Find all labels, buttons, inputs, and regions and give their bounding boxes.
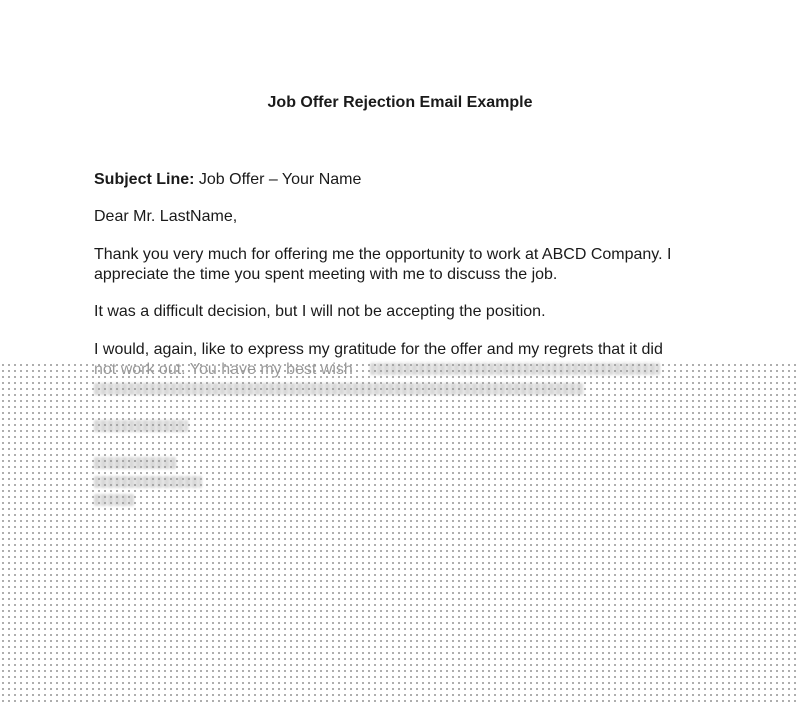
subject-value: Job Offer – Your Name [198,171,362,188]
subject-label: Subject Line: [94,171,195,188]
greeting: Dear Mr. LastName, [94,208,238,225]
paragraph-3-line-1: I would, again, like to express my gratitude for the offer and my regrets that it did [94,341,663,358]
document-title: Job Offer Rejection Email Example [267,94,533,111]
paragraph-2: It was a difficult decision, but I will not be accepting the position. [94,303,546,320]
paragraph-1 [94,245,734,285]
paragraph-1-line-1: Thank you very much for offering me the opportunity to work at ABCD Company. I [94,246,672,263]
paragraph-1-line-2: appreciate the time you spent meeting with me to discuss the job. [94,266,558,283]
dotted-fade-overlay [0,362,800,704]
subject-line [94,170,714,190]
